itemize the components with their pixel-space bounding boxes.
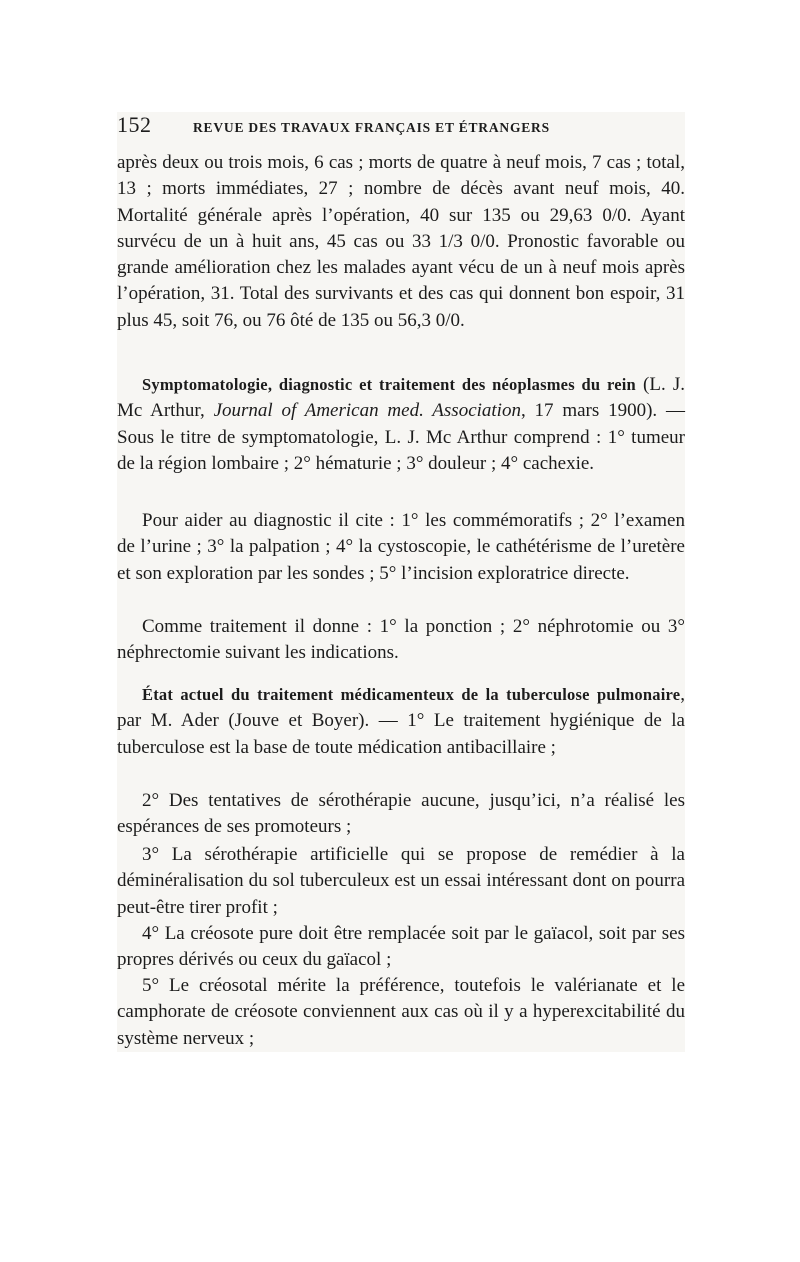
- page-number: 152: [117, 112, 152, 137]
- article-citation: (L. J. Mc Arthur,: [117, 374, 686, 422]
- paragraph-diagnostic: Pour aider au diagnostic il cite : 1° les commémoratifs ; 2° l’examen de l’urine ; 3° la palpation ; 4° la cystoscopie, le cathétérisme de l’uretère et son exploration par les sondes ; 5° l’incision exploratrice directe.: [117, 510, 685, 584]
- list-item-creosote: 4° La créosote pure doit être remplacée soit par le gaïacol, soit par ses propres dérivés ou ceux du gaïacol ;: [117, 923, 685, 971]
- article-kidney-neoplasms: [117, 372, 685, 477]
- list-item-artificial-serotherapy: 3° La sérothérapie artificielle qui se propose de remédier à la déminéralisation du sol tuberculeux est un essai intéressant dont on pourra peut-être tirer profit ;: [117, 844, 685, 918]
- journal-title: Journal of American med. Association: [213, 400, 521, 422]
- list-item-serotherapy: 2° Des tentatives de sérothérapie aucune, jusqu’ici, n’a réalisé les espérances de ses promoteurs ;: [117, 790, 685, 838]
- article-tuberculosis: [117, 682, 685, 761]
- paragraph-statistics: après deux ou trois mois, 6 cas ; morts de quatre à neuf mois, 7 cas ; total, 13 ; morts immédiates, 27 ; nombre de décès avant neuf mois, 40. Mortalité générale après l’opération, 40 sur 135 ou 29,63 0/0. Ayant survécu de un à huit ans, 45 cas ou 33 1/3 0/0. Pronostic favorable ou grande amélioration chez les malades ayant vécu de un à neuf mois après l’opération, 31. Total des survivants et des cas qui donnent bon espoir, 31 plus 45, soit 76, ou 76 ôté de 135 ou 56,3 0/0.: [117, 152, 685, 331]
- article-heading: État actuel du traitement médicamenteux de la tuberculose pulmonaire: [142, 685, 681, 704]
- list-item-creosotal: 5° Le créosotal mérite la préférence, toutefois le valérianate et le camphorate de créosote conviennent aux cas où il y a hyperexcitabilité du système nerveux ;: [117, 975, 685, 1049]
- running-title: REVUE DES TRAVAUX FRANÇAIS ET ÉTRANGERS: [193, 120, 550, 135]
- book-page: [117, 112, 685, 1052]
- page-header: [117, 112, 685, 144]
- article-heading: Symptomatologie, diagnostic et traitement des néoplasmes du rein: [142, 375, 636, 394]
- article-body: , par M. Ader (Jouve et Boyer). — 1° Le traitement hygiénique de la tuberculose est la base de toute médication antibacillaire ;: [117, 684, 685, 758]
- article-body: , 17 mars 1900). — Sous le titre de symptomatologie, L. J. Mc Arthur comprend : 1° tumeur de la région lombaire ; 2° hématurie ; 3° douleur ; 4° cachexie.: [117, 400, 685, 474]
- paragraph-treatment: Comme traitement il donne : 1° la ponction ; 2° néphrotomie ou 3° néphrectomie suivant les indications.: [117, 616, 685, 664]
